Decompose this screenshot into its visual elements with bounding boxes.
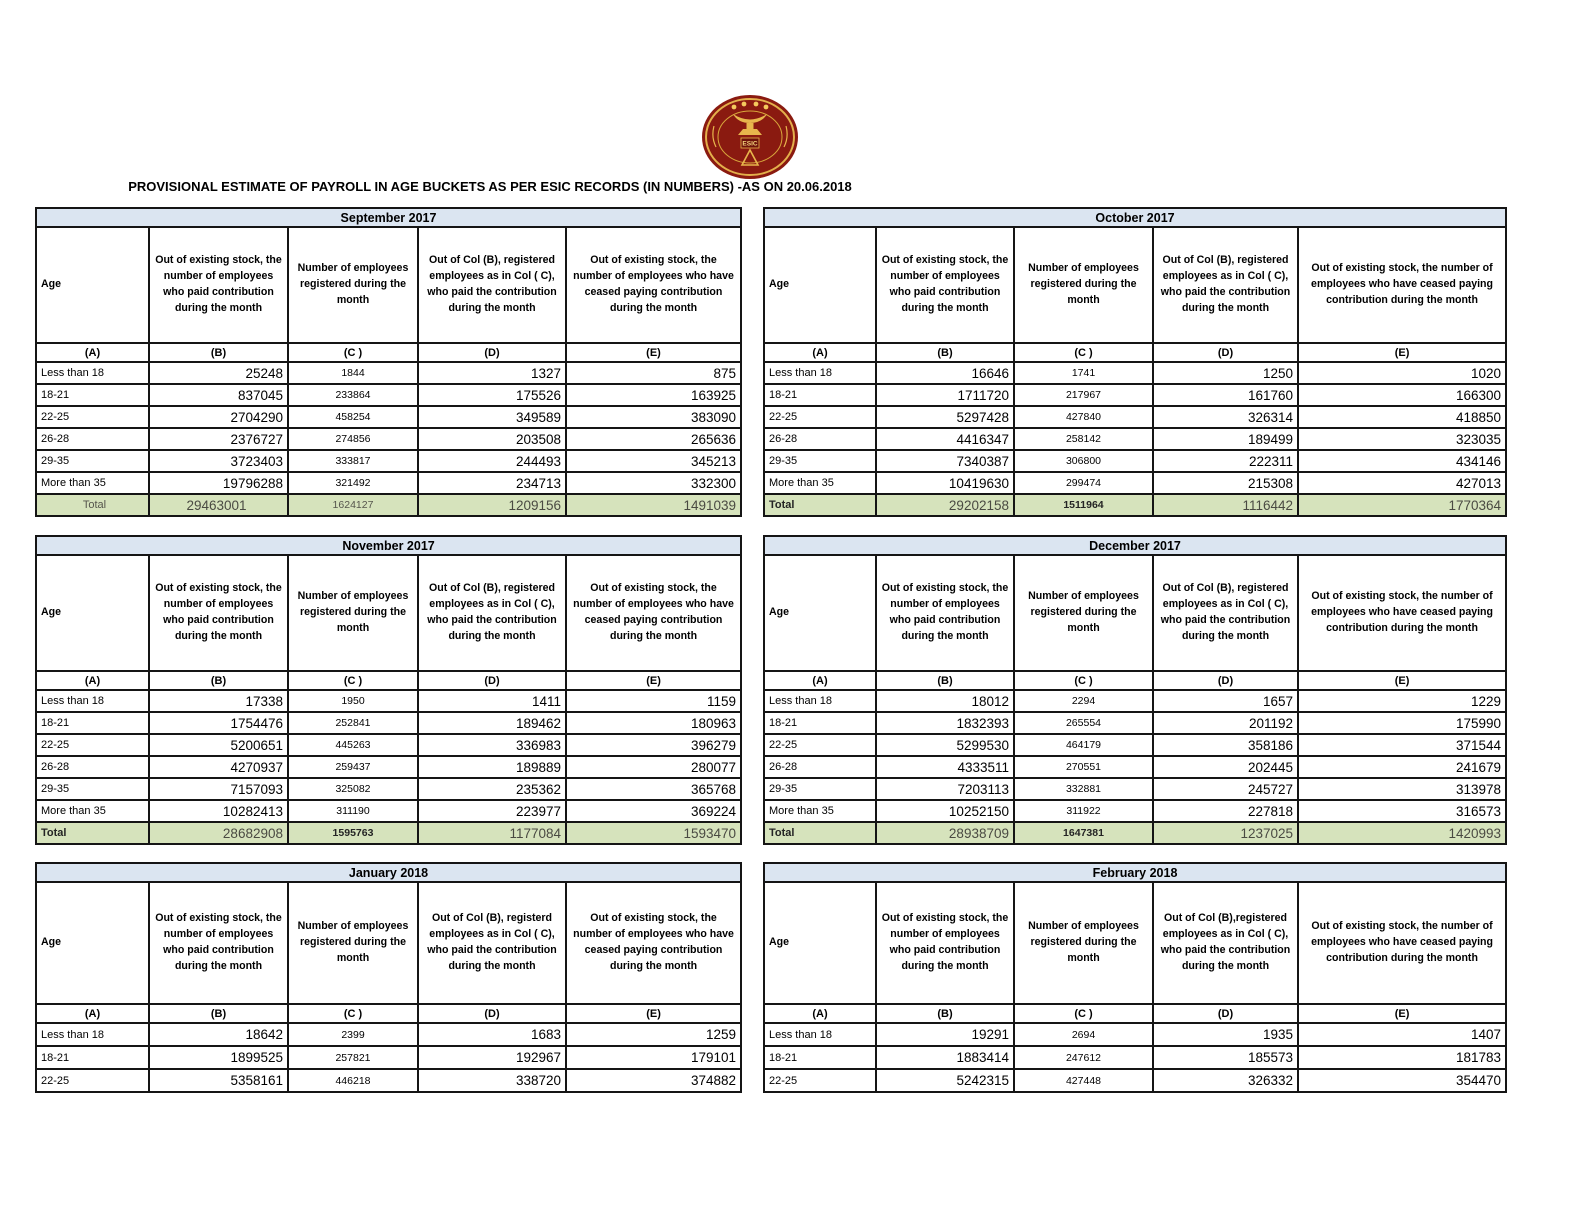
age-cell: 29-35 (36, 450, 149, 472)
value-cell: 311190 (288, 800, 418, 822)
month-header: February 2018 (764, 863, 1506, 882)
value-cell: 3723403 (149, 450, 288, 472)
value-cell: 16646 (876, 362, 1014, 384)
col-letter-c: (C ) (1014, 671, 1153, 690)
value-cell: 1832393 (876, 712, 1014, 734)
esic-emblem-icon (700, 92, 800, 180)
column-header-c: Number of employees registered during the month (1014, 882, 1153, 1004)
value-cell: 1209156 (418, 494, 566, 516)
age-cell: 22-25 (764, 406, 876, 428)
age-cell: 29-35 (36, 778, 149, 800)
table-row (764, 472, 1506, 494)
value-cell: 427840 (1014, 406, 1153, 428)
value-cell: 2294 (1014, 690, 1153, 712)
col-letter-a: (A) (36, 343, 149, 362)
age-cell: Less than 18 (764, 1023, 876, 1046)
table-body (764, 362, 1506, 516)
value-cell: 338720 (418, 1069, 566, 1092)
value-cell: 1491039 (566, 494, 741, 516)
col-letter-b: (B) (149, 343, 288, 362)
value-cell: 1327 (418, 362, 566, 384)
col-letter-c: (C ) (1014, 1004, 1153, 1023)
value-cell: 336983 (418, 734, 566, 756)
col-letter-e: (E) (1298, 671, 1506, 690)
value-cell: 313978 (1298, 778, 1506, 800)
total-label-cell: Total (764, 822, 876, 844)
value-cell: 189462 (418, 712, 566, 734)
value-cell: 161760 (1153, 384, 1298, 406)
col-letter-c: (C ) (288, 1004, 418, 1023)
col-letter-b: (B) (876, 671, 1014, 690)
value-cell: 2704290 (149, 406, 288, 428)
value-cell: 299474 (1014, 472, 1153, 494)
col-letter-e: (E) (566, 671, 741, 690)
age-cell: 29-35 (764, 778, 876, 800)
value-cell: 325082 (288, 778, 418, 800)
table-row (36, 450, 741, 472)
value-cell: 19291 (876, 1023, 1014, 1046)
table-row (764, 1046, 1506, 1069)
month-header: January 2018 (36, 863, 741, 882)
age-cell: 22-25 (36, 406, 149, 428)
value-cell: 427448 (1014, 1069, 1153, 1092)
table-row (764, 428, 1506, 450)
table-row (764, 734, 1506, 756)
age-cell: 18-21 (36, 712, 149, 734)
value-cell: 1593470 (566, 822, 741, 844)
col-letter-b: (B) (876, 343, 1014, 362)
value-cell: 1844 (288, 362, 418, 384)
value-cell: 265554 (1014, 712, 1153, 734)
table-row (36, 734, 741, 756)
age-cell: 22-25 (36, 1069, 149, 1092)
age-cell: Less than 18 (764, 362, 876, 384)
month-header: December 2017 (764, 536, 1506, 555)
column-header-e: Out of existing stock, the number of employees who have ceased paying contribution during the month (566, 227, 741, 343)
table-body (36, 1023, 741, 1092)
table-october-2017 (763, 207, 1507, 517)
value-cell: 434146 (1298, 450, 1506, 472)
value-cell: 5358161 (149, 1069, 288, 1092)
value-cell: 316573 (1298, 800, 1506, 822)
value-cell: 1770364 (1298, 494, 1506, 516)
age-cell: 22-25 (764, 734, 876, 756)
value-cell: 396279 (566, 734, 741, 756)
value-cell: 175990 (1298, 712, 1506, 734)
value-cell: 265636 (566, 428, 741, 450)
col-letter-c: (C ) (1014, 343, 1153, 362)
value-cell: 223977 (418, 800, 566, 822)
value-cell: 371544 (1298, 734, 1506, 756)
value-cell: 321492 (288, 472, 418, 494)
age-cell: Less than 18 (36, 690, 149, 712)
value-cell: 1407 (1298, 1023, 1506, 1046)
value-cell: 332300 (566, 472, 741, 494)
col-letter-a: (A) (36, 1004, 149, 1023)
value-cell: 345213 (566, 450, 741, 472)
value-cell: 244493 (418, 450, 566, 472)
table-row (764, 712, 1506, 734)
table-row (764, 800, 1506, 822)
column-header-e: Out of existing stock, the number of employees who have ceased paying contribution during the month (1298, 882, 1506, 1004)
table-row (764, 778, 1506, 800)
value-cell: 1237025 (1153, 822, 1298, 844)
table-row (36, 362, 741, 384)
col-letter-d: (D) (1153, 1004, 1298, 1023)
table-february-2018 (763, 862, 1507, 1093)
value-cell: 837045 (149, 384, 288, 406)
value-cell: 19796288 (149, 472, 288, 494)
value-cell: 25248 (149, 362, 288, 384)
col-letter-d: (D) (1153, 343, 1298, 362)
value-cell: 1177084 (418, 822, 566, 844)
value-cell: 446218 (288, 1069, 418, 1092)
value-cell: 241679 (1298, 756, 1506, 778)
value-cell: 332881 (1014, 778, 1153, 800)
value-cell: 418850 (1298, 406, 1506, 428)
value-cell: 4270937 (149, 756, 288, 778)
total-label-cell: Total (764, 494, 876, 516)
esic-logo (700, 92, 800, 180)
value-cell: 1647381 (1014, 822, 1153, 844)
value-cell: 189889 (418, 756, 566, 778)
value-cell: 427013 (1298, 472, 1506, 494)
col-letter-a: (A) (764, 343, 876, 362)
value-cell: 1754476 (149, 712, 288, 734)
col-letter-a: (A) (36, 671, 149, 690)
col-letter-c: (C ) (288, 343, 418, 362)
value-cell: 7203113 (876, 778, 1014, 800)
value-cell: 369224 (566, 800, 741, 822)
value-cell: 2376727 (149, 428, 288, 450)
value-cell: 234713 (418, 472, 566, 494)
total-label-cell: Total (36, 494, 149, 516)
table-november-2017 (35, 535, 742, 845)
column-header-d: Out of Col (B),registered employees as in Col ( C), who paid the contribution during the month (1153, 882, 1298, 1004)
value-cell: 215308 (1153, 472, 1298, 494)
value-cell: 349589 (418, 406, 566, 428)
value-cell: 7340387 (876, 450, 1014, 472)
value-cell: 180963 (566, 712, 741, 734)
value-cell: 189499 (1153, 428, 1298, 450)
age-cell: More than 35 (764, 800, 876, 822)
value-cell: 10282413 (149, 800, 288, 822)
total-row (36, 822, 741, 844)
value-cell: 10252150 (876, 800, 1014, 822)
value-cell: 166300 (1298, 384, 1506, 406)
table-row (36, 690, 741, 712)
value-cell: 1250 (1153, 362, 1298, 384)
age-cell: 18-21 (36, 384, 149, 406)
table-row (764, 756, 1506, 778)
table-body (764, 690, 1506, 844)
table-body (764, 1023, 1506, 1092)
table-december-2017 (763, 535, 1507, 845)
col-letter-a: (A) (764, 671, 876, 690)
value-cell: 181783 (1298, 1046, 1506, 1069)
value-cell: 7157093 (149, 778, 288, 800)
value-cell: 28938709 (876, 822, 1014, 844)
value-cell: 4333511 (876, 756, 1014, 778)
value-cell: 354470 (1298, 1069, 1506, 1092)
value-cell: 257821 (288, 1046, 418, 1069)
column-header-c: Number of employees registered during the month (288, 227, 418, 343)
value-cell: 280077 (566, 756, 741, 778)
value-cell: 1899525 (149, 1046, 288, 1069)
value-cell: 5200651 (149, 734, 288, 756)
table-row (36, 712, 741, 734)
value-cell: 1411 (418, 690, 566, 712)
value-cell: 458254 (288, 406, 418, 428)
value-cell: 28682908 (149, 822, 288, 844)
age-cell: 26-28 (36, 756, 149, 778)
value-cell: 1229 (1298, 690, 1506, 712)
value-cell: 1020 (1298, 362, 1506, 384)
col-letter-e: (E) (566, 1004, 741, 1023)
table-row (764, 1023, 1506, 1046)
age-cell: More than 35 (36, 472, 149, 494)
month-header: October 2017 (764, 208, 1506, 227)
value-cell: 5297428 (876, 406, 1014, 428)
table-row (764, 450, 1506, 472)
value-cell: 203508 (418, 428, 566, 450)
age-cell: 26-28 (764, 428, 876, 450)
col-letter-a: (A) (764, 1004, 876, 1023)
column-header-b: Out of existing stock, the number of employees who paid contribution during the month (149, 227, 288, 343)
column-header-d: Out of Col (B), registered employees as in Col ( C), who paid the contribution during the month (418, 555, 566, 671)
value-cell: 1259 (566, 1023, 741, 1046)
column-header-b: Out of existing stock, the number of employees who paid contribution during the month (876, 227, 1014, 343)
value-cell: 1420993 (1298, 822, 1506, 844)
column-header-age: Age (764, 882, 876, 1004)
table-row (764, 406, 1506, 428)
table-row (36, 1046, 741, 1069)
age-cell: 22-25 (764, 1069, 876, 1092)
column-header-c: Number of employees registered during the month (288, 555, 418, 671)
value-cell: 29202158 (876, 494, 1014, 516)
column-header-age: Age (36, 882, 149, 1004)
value-cell: 247612 (1014, 1046, 1153, 1069)
col-letter-e: (E) (566, 343, 741, 362)
table-row (36, 778, 741, 800)
table-row (764, 1069, 1506, 1092)
total-row (764, 822, 1506, 844)
column-header-c: Number of employees registered during the month (1014, 227, 1153, 343)
value-cell: 383090 (566, 406, 741, 428)
column-header-d: Out of Col (B), registered employees as in Col ( C), who paid the contribution during the month (1153, 227, 1298, 343)
value-cell: 163925 (566, 384, 741, 406)
column-header-e: Out of existing stock, the number of employees who have ceased paying contribution during the month (566, 555, 741, 671)
value-cell: 185573 (1153, 1046, 1298, 1069)
month-header: September 2017 (36, 208, 741, 227)
value-cell: 258142 (1014, 428, 1153, 450)
age-cell: 29-35 (764, 450, 876, 472)
table-row (36, 428, 741, 450)
column-header-age: Age (36, 555, 149, 671)
value-cell: 1711720 (876, 384, 1014, 406)
column-header-b: Out of existing stock, the number of employees who paid contribution during the month (876, 555, 1014, 671)
value-cell: 4416347 (876, 428, 1014, 450)
column-header-d: Out of Col (B), registerd employees as in Col ( C), who paid the contribution during the month (418, 882, 566, 1004)
value-cell: 18642 (149, 1023, 288, 1046)
value-cell: 217967 (1014, 384, 1153, 406)
col-letter-b: (B) (876, 1004, 1014, 1023)
value-cell: 1883414 (876, 1046, 1014, 1069)
value-cell: 29463001 (149, 494, 288, 516)
col-letter-e: (E) (1298, 1004, 1506, 1023)
col-letter-b: (B) (149, 671, 288, 690)
table-row (764, 362, 1506, 384)
value-cell: 323035 (1298, 428, 1506, 450)
col-letter-e: (E) (1298, 343, 1506, 362)
value-cell: 464179 (1014, 734, 1153, 756)
col-letter-b: (B) (149, 1004, 288, 1023)
page-title: PROVISIONAL ESTIMATE OF PAYROLL IN AGE BUCKETS AS PER ESIC RECORDS (IN NUMBERS) -AS ON 20.06.2018 (128, 179, 852, 194)
column-header-e: Out of existing stock, the number of employees who have ceased paying contribution during the month (1298, 227, 1506, 343)
total-row (764, 494, 1506, 516)
value-cell: 311922 (1014, 800, 1153, 822)
value-cell: 1511964 (1014, 494, 1153, 516)
col-letter-d: (D) (418, 1004, 566, 1023)
value-cell: 1741 (1014, 362, 1153, 384)
value-cell: 365768 (566, 778, 741, 800)
total-label-cell: Total (36, 822, 149, 844)
value-cell: 18012 (876, 690, 1014, 712)
age-cell: 26-28 (36, 428, 149, 450)
value-cell: 5299530 (876, 734, 1014, 756)
svg-text:ESIC: ESIC (742, 140, 758, 148)
value-cell: 227818 (1153, 800, 1298, 822)
column-header-b: Out of existing stock, the number of employees who paid contribution during the month (149, 555, 288, 671)
age-cell: 18-21 (764, 1046, 876, 1069)
column-header-c: Number of employees registered during the month (288, 882, 418, 1004)
value-cell: 2694 (1014, 1023, 1153, 1046)
age-cell: More than 35 (764, 472, 876, 494)
value-cell: 1116442 (1153, 494, 1298, 516)
col-letter-d: (D) (1153, 671, 1298, 690)
column-header-age: Age (764, 555, 876, 671)
column-header-b: Out of existing stock, the number of employees who paid contribution during the month (876, 882, 1014, 1004)
value-cell: 1935 (1153, 1023, 1298, 1046)
age-cell: 22-25 (36, 734, 149, 756)
col-letter-d: (D) (418, 671, 566, 690)
value-cell: 179101 (566, 1046, 741, 1069)
value-cell: 233864 (288, 384, 418, 406)
value-cell: 1624127 (288, 494, 418, 516)
value-cell: 358186 (1153, 734, 1298, 756)
column-header-c: Number of employees registered during the month (1014, 555, 1153, 671)
age-cell: 18-21 (764, 712, 876, 734)
value-cell: 2399 (288, 1023, 418, 1046)
col-letter-d: (D) (418, 343, 566, 362)
column-header-age: Age (36, 227, 149, 343)
column-header-b: Out of existing stock, the number of employees who paid contribution during the month (149, 882, 288, 1004)
table-body (36, 362, 741, 516)
col-letter-c: (C ) (288, 671, 418, 690)
value-cell: 326332 (1153, 1069, 1298, 1092)
age-cell: More than 35 (36, 800, 149, 822)
total-row (36, 494, 741, 516)
table-september-2017 (35, 207, 742, 517)
value-cell: 192967 (418, 1046, 566, 1069)
value-cell: 374882 (566, 1069, 741, 1092)
value-cell: 445263 (288, 734, 418, 756)
value-cell: 235362 (418, 778, 566, 800)
value-cell: 17338 (149, 690, 288, 712)
table-row (36, 1023, 741, 1046)
age-cell: 18-21 (36, 1046, 149, 1069)
table-row (764, 384, 1506, 406)
table-row (36, 472, 741, 494)
table-row (36, 384, 741, 406)
table-row (36, 406, 741, 428)
table-body (36, 690, 741, 844)
column-header-d: Out of Col (B), registered employees as in Col ( C), who paid the contribution during the month (418, 227, 566, 343)
column-header-age: Age (764, 227, 876, 343)
value-cell: 175526 (418, 384, 566, 406)
column-header-d: Out of Col (B), registered employees as in Col ( C), who paid the contribution during the month (1153, 555, 1298, 671)
column-header-e: Out of existing stock, the number of employees who have ceased paying contribution during the month (566, 882, 741, 1004)
table-row (36, 756, 741, 778)
value-cell: 274856 (288, 428, 418, 450)
value-cell: 222311 (1153, 450, 1298, 472)
value-cell: 252841 (288, 712, 418, 734)
table-row (36, 800, 741, 822)
value-cell: 1950 (288, 690, 418, 712)
value-cell: 875 (566, 362, 741, 384)
value-cell: 306800 (1014, 450, 1153, 472)
value-cell: 10419630 (876, 472, 1014, 494)
table-january-2018 (35, 862, 742, 1093)
value-cell: 259437 (288, 756, 418, 778)
table-row (36, 1069, 741, 1092)
age-cell: Less than 18 (764, 690, 876, 712)
age-cell: 18-21 (764, 384, 876, 406)
age-cell: Less than 18 (36, 362, 149, 384)
value-cell: 270551 (1014, 756, 1153, 778)
value-cell: 245727 (1153, 778, 1298, 800)
month-header: November 2017 (36, 536, 741, 555)
table-row (764, 690, 1506, 712)
value-cell: 202445 (1153, 756, 1298, 778)
column-header-e: Out of existing stock, the number of employees who have ceased paying contribution during the month (1298, 555, 1506, 671)
age-cell: Less than 18 (36, 1023, 149, 1046)
value-cell: 1657 (1153, 690, 1298, 712)
value-cell: 201192 (1153, 712, 1298, 734)
value-cell: 1159 (566, 690, 741, 712)
value-cell: 1595763 (288, 822, 418, 844)
value-cell: 1683 (418, 1023, 566, 1046)
value-cell: 5242315 (876, 1069, 1014, 1092)
value-cell: 333817 (288, 450, 418, 472)
value-cell: 326314 (1153, 406, 1298, 428)
age-cell: 26-28 (764, 756, 876, 778)
